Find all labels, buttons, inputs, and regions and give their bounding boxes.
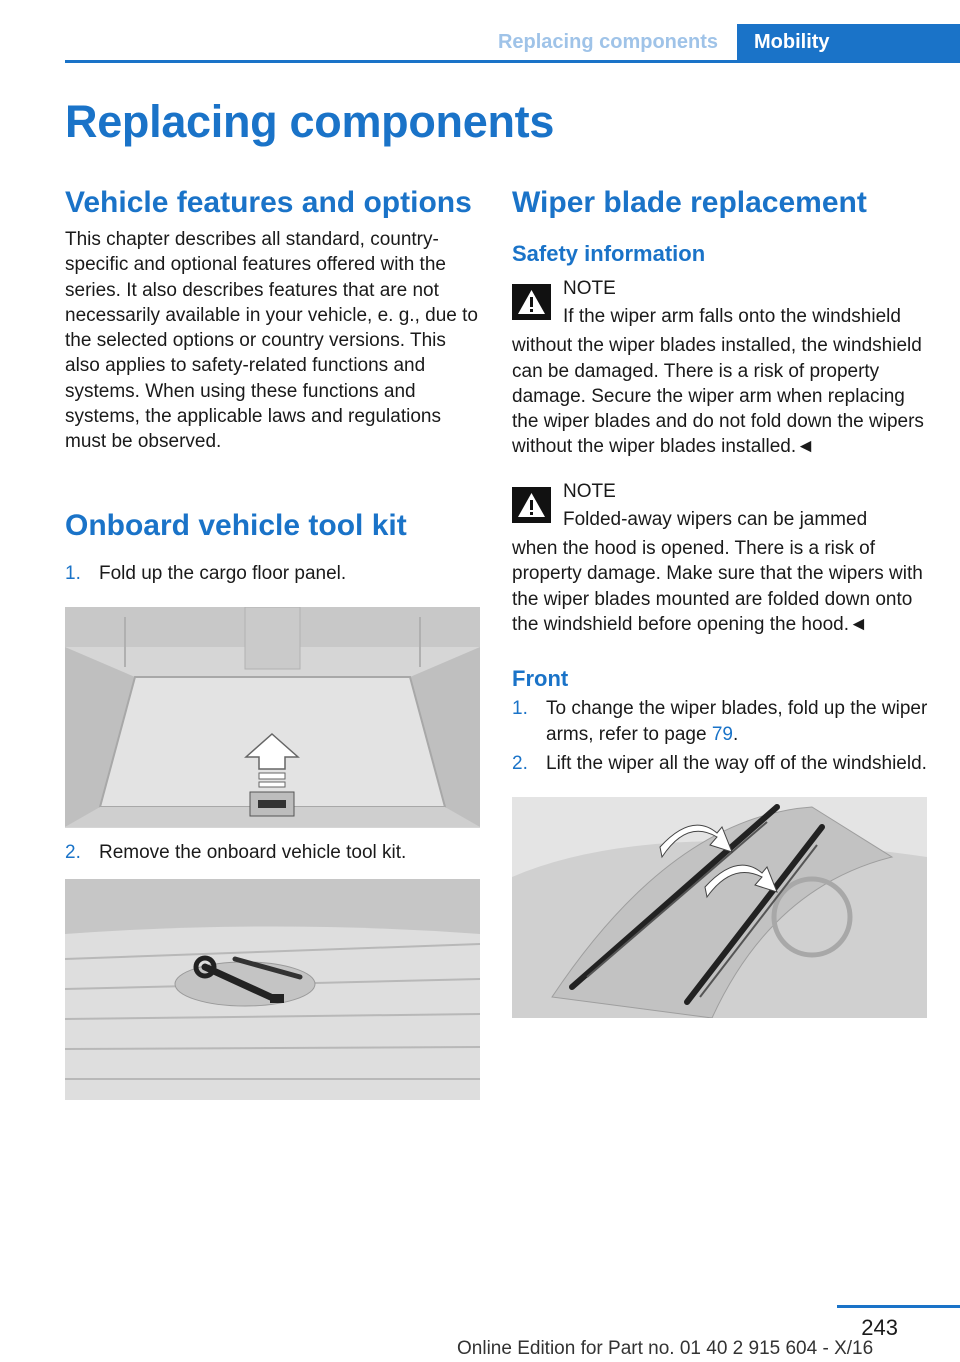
list-item — [65, 561, 483, 586]
safety-heading: Safety information — [512, 241, 706, 266]
page-reference-link[interactable]: 79 — [711, 723, 733, 745]
header-section-title: Replacing components — [497, 31, 718, 53]
toolkit-steps-2 — [65, 840, 483, 865]
features-heading: Vehicle features and options — [65, 186, 472, 219]
left-column — [65, 183, 483, 1100]
wiper-figure — [512, 797, 927, 1018]
note-first-line: Folded-away wipers can be jammed — [563, 509, 868, 531]
warning-triangle-icon — [512, 487, 551, 523]
list-item — [512, 751, 930, 776]
header-chapter-tab[interactable]: Mobility — [737, 24, 960, 63]
page-title: Replacing components — [65, 96, 555, 147]
step-text: Fold up the cargo floor panel. — [99, 562, 347, 584]
toolkit-heading: Onboard vehicle tool kit — [65, 508, 407, 542]
page-number-rule — [837, 1305, 960, 1308]
cargo-floor-figure — [65, 607, 480, 828]
front-heading: Front — [512, 666, 569, 692]
note-label: NOTE — [563, 480, 616, 502]
header-rule — [65, 60, 960, 63]
note-box-2 — [512, 479, 930, 637]
note-first-line: If the wiper arm falls onto the windshield — [563, 306, 901, 328]
step-number: 2. — [512, 752, 528, 774]
step-text: To change the wiper blades, fold up the wiper arms, refer to page — [546, 698, 928, 745]
note-text: without the wiper blades installed, the windshield can be damaged. There is a risk of property damage. Secure the wiper arm when replacing the wiper blades and do not fold down the wipers without the wiper blades installed.◄ — [512, 335, 924, 458]
list-item — [65, 840, 483, 865]
edition-footer: Online Edition for Part no. 01 40 2 915 604 - X/16 — [457, 1338, 874, 1359]
note-text: when the hood is opened. There is a risk of property damage. Make sure that the wipers with the wiper blades mounted are folded down onto the windshield before opening the hood.◄ — [512, 538, 923, 635]
right-column — [512, 183, 930, 1018]
step-text: Lift the wiper all the way off of the windshield. — [546, 752, 927, 774]
note-label: NOTE — [563, 278, 616, 299]
tool-kit-figure — [65, 879, 480, 1100]
wiper-heading: Wiper blade replacement — [512, 186, 867, 219]
front-steps — [512, 696, 930, 776]
step-number: 2. — [65, 841, 81, 863]
features-paragraph: This chapter describes all standard, country-specific and optional features offered with the series. It also describes features that are not necessarily available in your vehicle, e. g., due to the selected options or country versions. This also applies to safety-related functions and systems. When using these functions and systems, the applicable laws and regulations must be observed. — [65, 229, 478, 453]
step-text: Remove the onboard vehicle tool kit. — [99, 841, 407, 863]
step-end: . — [732, 723, 739, 745]
step-number: 1. — [512, 698, 528, 720]
note-box-1 — [512, 276, 930, 460]
toolkit-steps — [65, 561, 483, 586]
step-number: 1. — [65, 562, 81, 584]
list-item — [512, 696, 930, 747]
page-number: 243 — [861, 1315, 898, 1340]
warning-triangle-icon — [512, 284, 551, 320]
